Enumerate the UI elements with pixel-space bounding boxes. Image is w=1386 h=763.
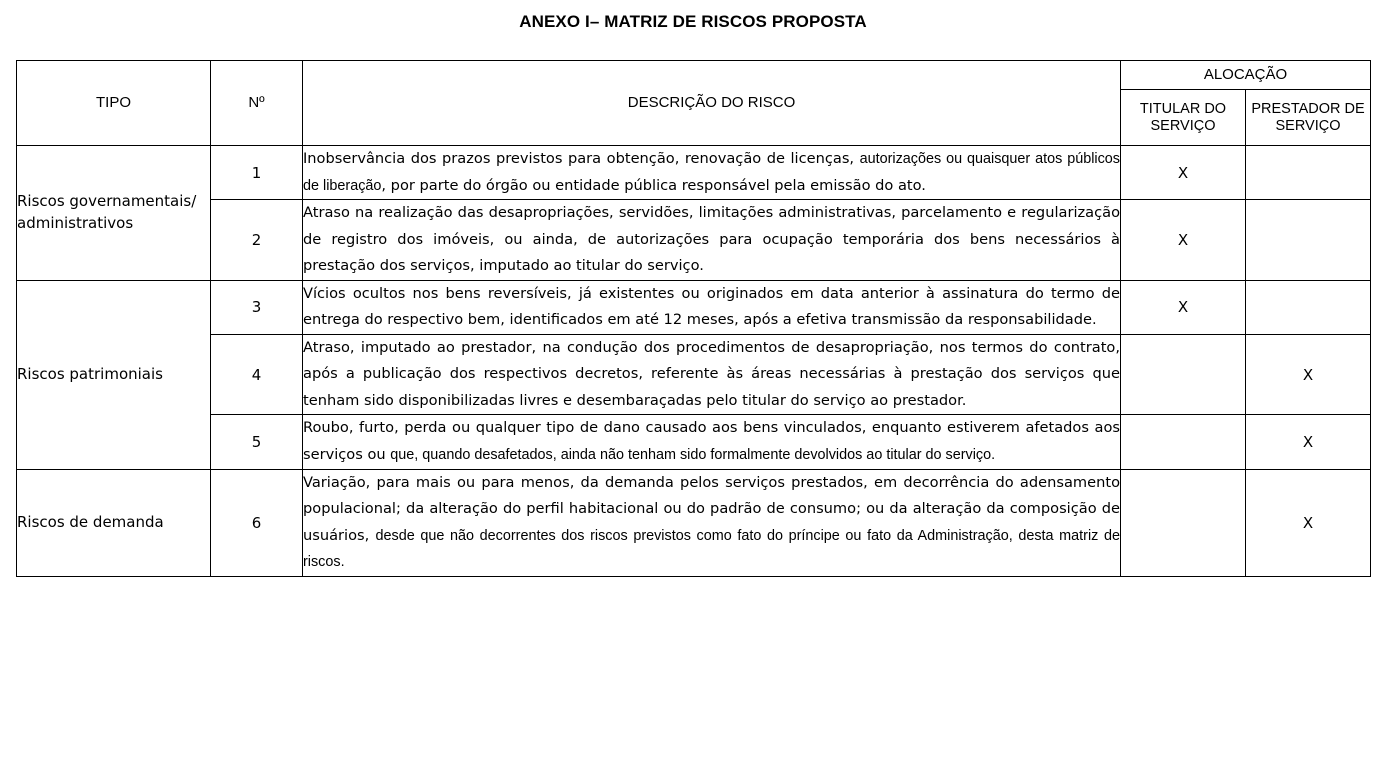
header-descricao: DESCRIÇÃO DO RISCO	[303, 61, 1121, 146]
table-header	[17, 61, 1371, 146]
risk-number: 6	[211, 469, 303, 576]
allocation-prestador	[1246, 280, 1371, 334]
risk-type-label: Riscos de demanda	[17, 469, 211, 576]
risk-number: 2	[211, 200, 303, 281]
risk-description-part1: Atraso na realização das desapropriações, servidões, limitações administrativas, parcelamento e regularização de registro dos imóveis, ou ainda, de autorizações para ocupação temporária dos bens necessários à prestação dos serviços, imputado ao titular do serviço.	[303, 204, 1120, 275]
risk-type-label: Riscos patrimoniais	[17, 280, 211, 469]
header-prestador-servico: PRESTADOR DE SERVIÇO	[1246, 90, 1371, 146]
risk-number: 4	[211, 334, 303, 415]
risk-description-part1: Inobservância dos prazos previstos para obtenção, renovação de licenças,	[303, 150, 860, 167]
allocation-prestador: X	[1246, 334, 1371, 415]
table-row	[17, 415, 1371, 469]
risk-description-part1: Roubo, furto, perda ou qualquer tipo de dano causado aos bens vinculados, enquanto estiverem afetados aos serviços ou	[303, 419, 1120, 464]
risk-description	[303, 469, 1121, 576]
risk-description-part1: Vícios ocultos nos bens reversíveis, já existentes ou originados em data anterior à assinatura do termo de entrega do respectivo bem, identificados em até 12 meses, após a efetiva transmissão da responsabilidade.	[303, 284, 1120, 329]
table-row	[17, 146, 1371, 200]
risk-description-part1: Atraso, imputado ao prestador, na condução dos procedimentos de desapropriação, nos termos do contrato, após a publicação dos respectivos decretos, referente às áreas necessárias à prestação dos serviços que tenham sido disponibilizadas livres e desembaraçadas pelo titular do serviço ao prestador.	[303, 338, 1120, 409]
risk-description-highlight: autorizações ou quaisquer atos públicos de liberação	[303, 151, 1120, 194]
risk-description-highlight: que, quando desafetados, ainda não tenham sido formalmente devolvidos ao titular do serviço.	[390, 447, 996, 464]
risk-number: 5	[211, 415, 303, 469]
risk-description	[303, 146, 1121, 200]
header-numero: Nº	[211, 61, 303, 146]
header-titular-servico: TITULAR DO SERVIÇO	[1121, 90, 1246, 146]
risk-type-label: Riscos governamentais/ administrativos	[17, 146, 211, 281]
risk-description-part1: Variação, para mais ou para menos, da demanda pelos serviços prestados, em decorrência do adensamento populacional; da alteração do perfil habitacional ou do padrão de consumo; ou da alteração da composição de usuários,	[303, 473, 1120, 544]
allocation-prestador: X	[1246, 415, 1371, 469]
table-row	[17, 469, 1371, 576]
allocation-prestador: X	[1246, 469, 1371, 576]
table-row	[17, 334, 1371, 415]
risk-number: 3	[211, 280, 303, 334]
allocation-titular	[1121, 334, 1246, 415]
page-title: ANEXO I– MATRIZ DE RISCOS PROPOSTA	[519, 12, 867, 31]
allocation-titular: X	[1121, 280, 1246, 334]
header-row-top	[17, 61, 1371, 90]
table-row	[17, 280, 1371, 334]
table-body	[17, 146, 1371, 577]
risk-description	[303, 200, 1121, 281]
allocation-prestador	[1246, 200, 1371, 281]
allocation-titular	[1121, 469, 1246, 576]
risk-description-highlight: desde que não decorrentes dos riscos previstos como fato do príncipe ou fato da Administração, desta matriz de riscos.	[303, 527, 1120, 571]
table-row	[17, 200, 1371, 281]
header-tipo: TIPO	[17, 61, 211, 146]
allocation-titular: X	[1121, 200, 1246, 281]
allocation-prestador	[1246, 146, 1371, 200]
header-alocacao: ALOCAÇÃO	[1121, 61, 1371, 90]
risk-description	[303, 334, 1121, 415]
risk-description	[303, 415, 1121, 469]
risk-number: 1	[211, 146, 303, 200]
risk-matrix-table	[16, 60, 1371, 577]
allocation-titular	[1121, 415, 1246, 469]
risk-description	[303, 280, 1121, 334]
risk-description-part2: , por parte do órgão ou entidade pública responsável pela emissão do ato.	[381, 176, 926, 194]
allocation-titular: X	[1121, 146, 1246, 200]
